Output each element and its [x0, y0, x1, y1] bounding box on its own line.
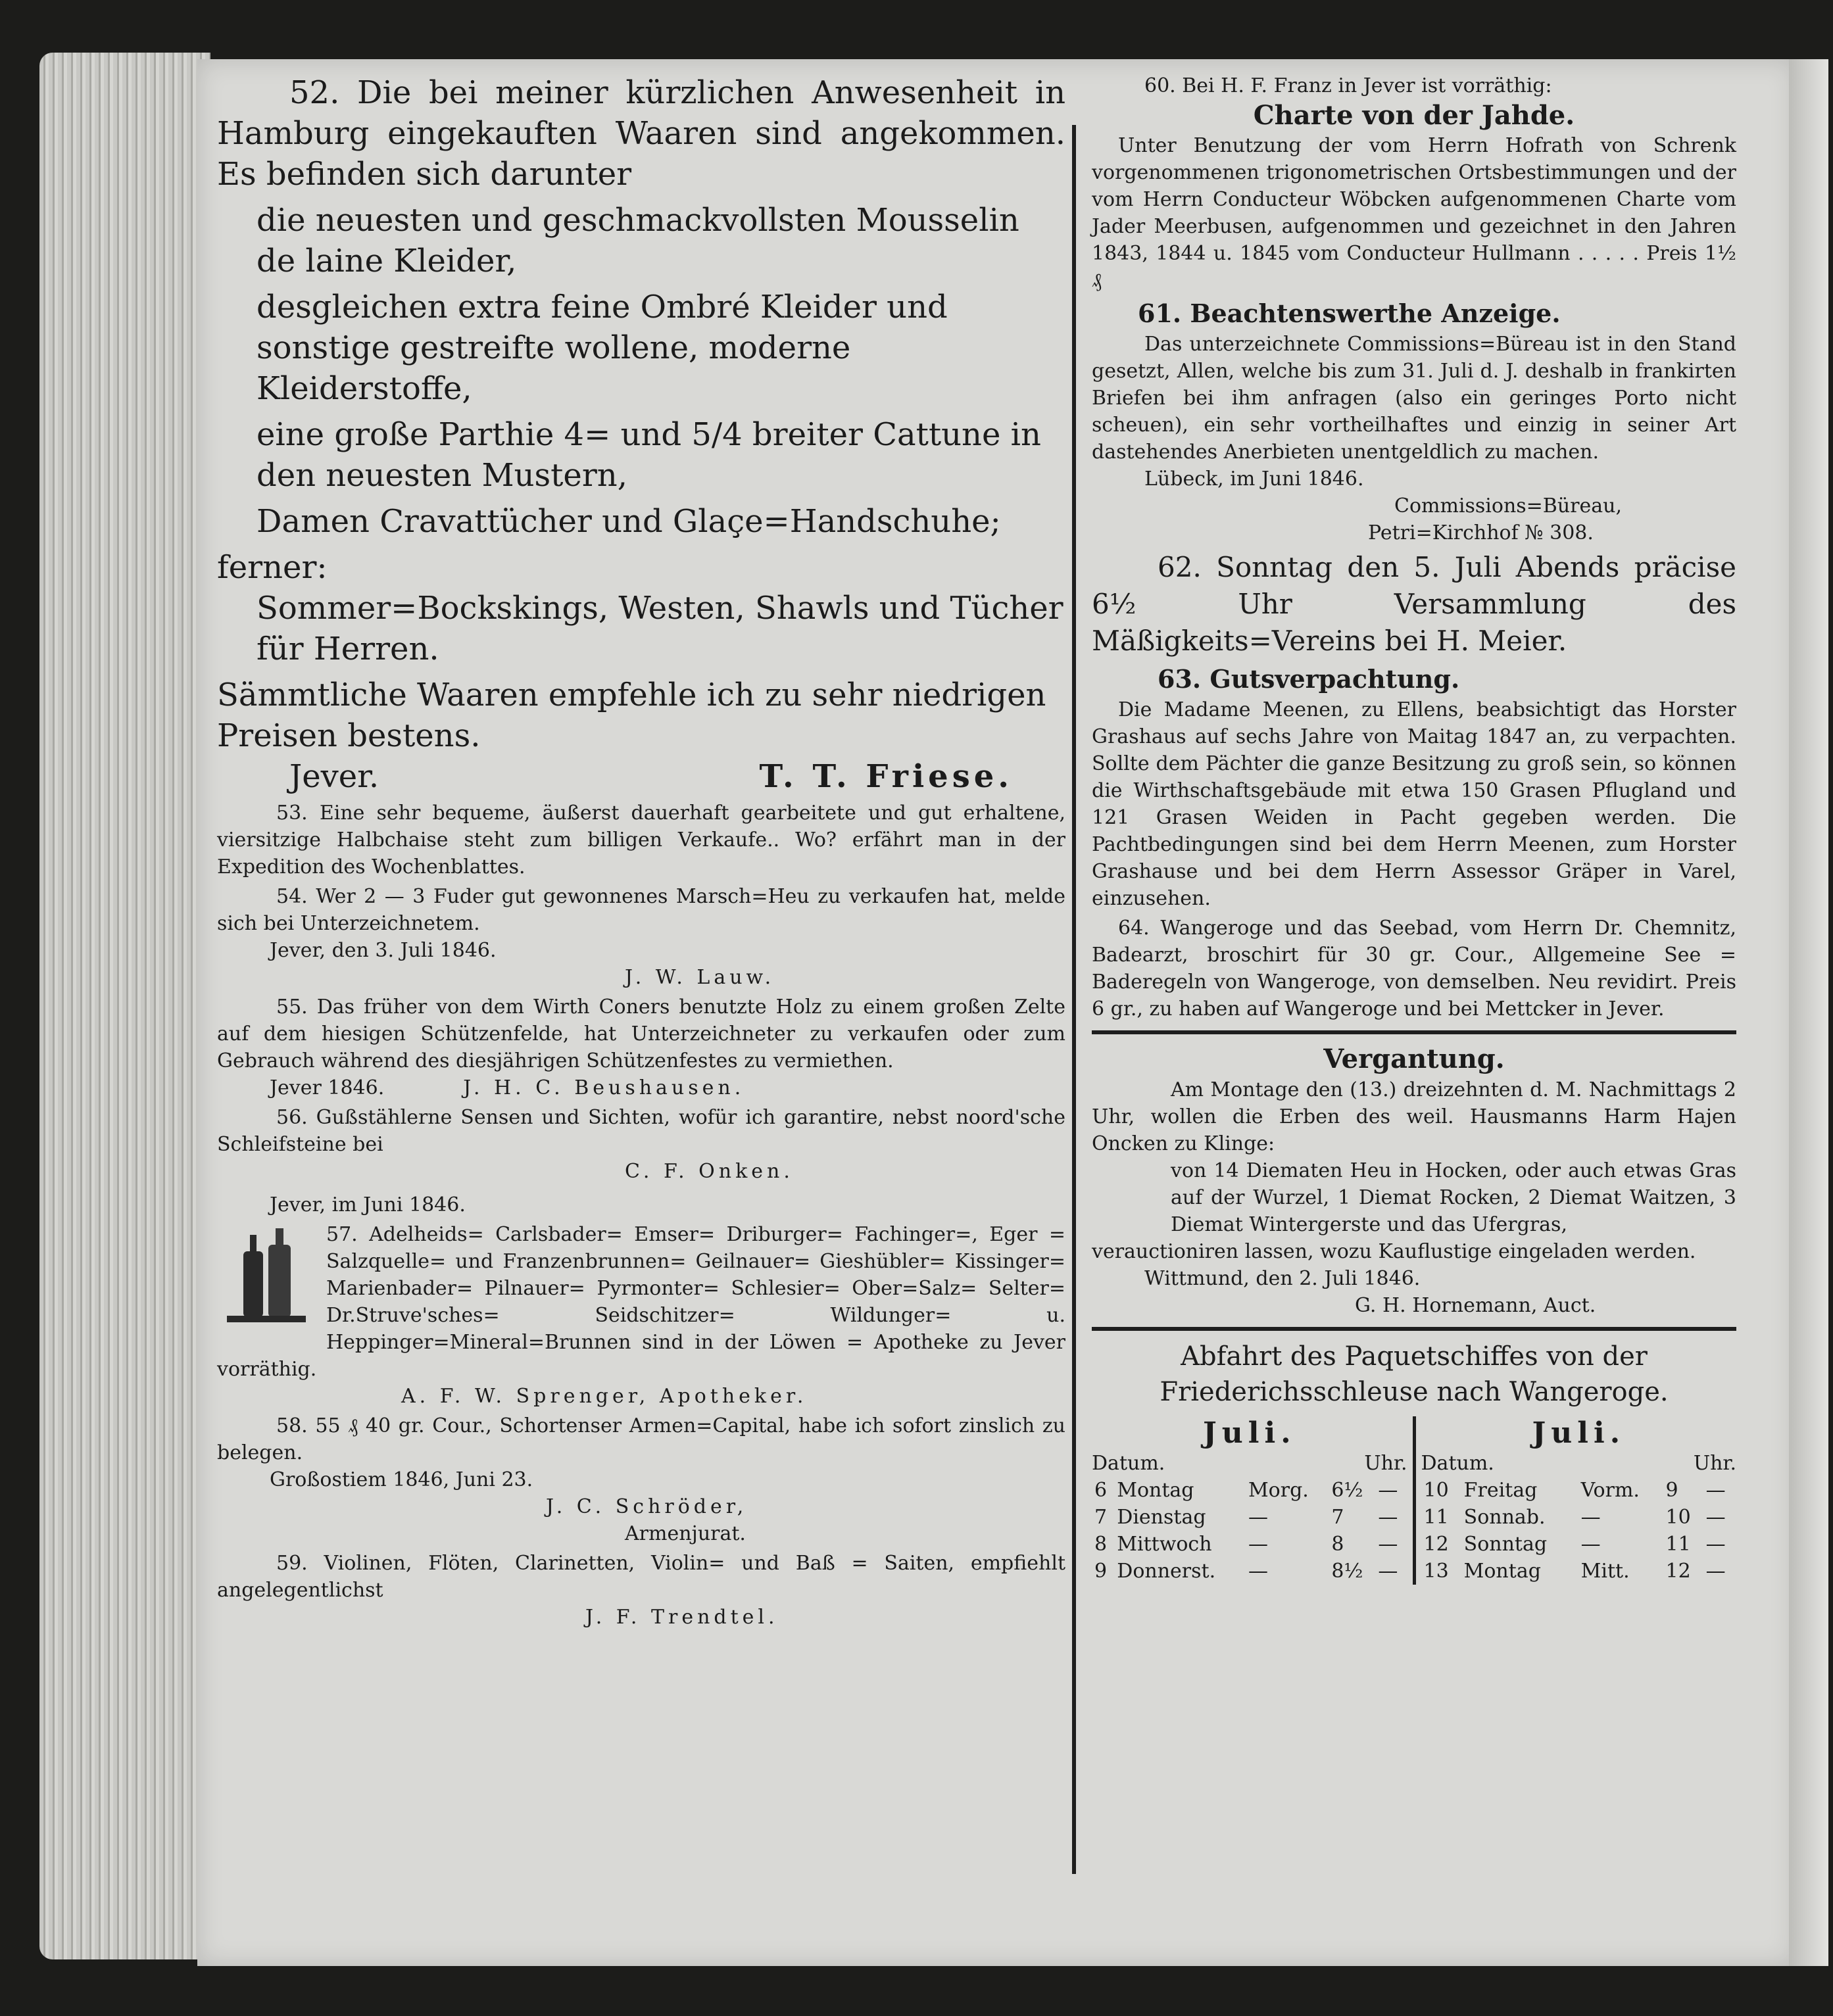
weekday: Freitag [1463, 1479, 1538, 1502]
ad-56-text: 56. Gußstählerne Sensen und Sichten, wofür ich garantire, nebst noord'sche Schleifsteine bei [217, 1106, 1065, 1156]
time: 12 [1665, 1560, 1691, 1583]
weekday: Montag [1117, 1479, 1194, 1502]
day: 7 [1094, 1506, 1108, 1529]
period: — [1248, 1560, 1268, 1583]
ad-55-signer: J. H. C. Beushausen. [463, 1076, 745, 1099]
left-column [217, 72, 1065, 1631]
table-row [1092, 1531, 1407, 1558]
weekday: Montag [1463, 1560, 1541, 1583]
ad-52-place: Jever. [289, 758, 379, 795]
time: 7 [1331, 1506, 1344, 1529]
period: — [1580, 1506, 1601, 1529]
weekday: Sonnab. [1463, 1506, 1546, 1529]
schedule-month-right: Juli. [1532, 1416, 1626, 1450]
ad-56-signer: C. F. Onken. [625, 1160, 794, 1183]
vergantung-intro: Am Montage den (13.) dreizehnten d. M. Nachmittags 2 Uhr, wollen die Erben des weil. Hausmanns Harm Hajen Oncken zu Klinge: [1092, 1078, 1736, 1155]
ad-54-text: 54. Wer 2 — 3 Fuder gut gewonnenes Marsch=Heu zu verkaufen hat, melde sich bei Unterzeichnetem. [217, 885, 1065, 935]
ad-52-item: Damen Cravattücher und Glaçe=Handschuhe; [257, 503, 1001, 540]
ad-61 [1092, 297, 1736, 546]
ad-60-lead: 60. Bei H. F. Franz in Jever ist vorräthig: [1144, 74, 1552, 97]
ad-59-signer: J. F. Trendtel. [585, 1606, 779, 1629]
period: Morg. [1248, 1479, 1309, 1502]
day: 11 [1423, 1506, 1449, 1529]
dash: — [1378, 1560, 1398, 1583]
schedule-right-table [1416, 1416, 1737, 1585]
ad-63-heading: 63. Gutsverpachtung. [1158, 664, 1460, 694]
ad-52-intro: 52. Die bei meiner kürzlichen Anwesenheit in Hamburg eingekauften Waaren sind angekommen. Es befinden sich darunter [217, 74, 1065, 193]
vergantung-notice [1092, 1042, 1736, 1319]
period: — [1248, 1506, 1268, 1529]
ad-54 [217, 883, 1065, 991]
ad-58-signer-title: Armenjurat. [625, 1522, 746, 1545]
day: 13 [1423, 1560, 1449, 1583]
time: 10 [1665, 1506, 1691, 1529]
ad-63 [1092, 662, 1736, 912]
time: 8½ [1331, 1560, 1363, 1583]
ad-58 [217, 1412, 1065, 1547]
ad-57 [217, 1221, 1065, 1410]
weekday: Donnerst. [1117, 1560, 1216, 1583]
ferry-schedule [1092, 1339, 1736, 1585]
table-row [1421, 1504, 1737, 1531]
schedule-month-left: Juli. [1202, 1416, 1296, 1450]
ad-54-signer: J. W. Lauw. [625, 966, 775, 989]
table-row [1092, 1477, 1407, 1504]
ad-52-item: eine große Parthie 4= und 5/4 breiter Cattune in den neuesten Mustern, [257, 416, 1041, 494]
schedule-rows-left [1092, 1477, 1407, 1585]
day: 8 [1094, 1533, 1108, 1556]
column-divider [1072, 125, 1076, 1874]
ad-61-date: Lübeck, im Juni 1846. [1144, 468, 1364, 491]
ad-52-item: die neuesten und geschmackvollsten Mousselin de laine Kleider, [257, 202, 1019, 279]
section-rule [1092, 1030, 1736, 1034]
period: Vorm. [1580, 1479, 1640, 1502]
time: 9 [1665, 1479, 1678, 1502]
ad-59 [217, 1550, 1065, 1631]
table-row [1092, 1504, 1407, 1531]
day: 10 [1423, 1479, 1449, 1502]
weekday: Sonntag [1463, 1533, 1548, 1556]
period: Mitt. [1580, 1560, 1630, 1583]
dash: — [1378, 1533, 1398, 1556]
section-rule [1092, 1327, 1736, 1331]
time: 8 [1331, 1533, 1344, 1556]
dash: — [1705, 1479, 1726, 1502]
ad-62-text: 62. Sonntag den 5. Juli Abends präcise 6½ Uhr Versammlung des Mäßigkeits=Vereins bei H. Meier. [1092, 551, 1736, 657]
dash: — [1705, 1533, 1726, 1556]
table-row [1421, 1558, 1737, 1585]
ad-52-ferner: ferner: [217, 549, 328, 586]
vergantung-tail: verauctioniren lassen, wozu Kauflustige eingeladen werden. [1092, 1240, 1696, 1263]
table-row [1421, 1531, 1737, 1558]
time: 6½ [1331, 1479, 1363, 1502]
ad-57-signer: A. F. W. Sprenger, Apotheker. [401, 1385, 808, 1408]
ad-55-text: 55. Das früher von dem Wirth Coners benutzte Holz zu einem großen Zelte auf dem hiesigen Schützenfelde, hat Unterzeichneter zu verkaufen oder zum Gebrauch während des diesjährigen Schützenfestes zu vermiethen. [217, 996, 1065, 1072]
ad-55 [217, 994, 1065, 1101]
dash: — [1705, 1560, 1726, 1583]
table-row [1092, 1558, 1407, 1585]
ad-64-text: 64. Wangeroge und das Seebad, vom Herrn Dr. Chemnitz, Badearzt, broschirt für 30 gr. Cour., Allgemeine See = Baderegeln von Wangeroge, von demselben. Neu revidirt. Preis 6 gr., zu haben auf Wangeroge und bei Mettcker in Jever. [1092, 917, 1736, 1020]
ad-52-closing: Sämmtliche Waaren empfehle ich zu sehr niedrigen Preisen bestens. [217, 677, 1046, 754]
ad-60 [1092, 72, 1736, 294]
ad-60-title: Charte von der Jahde. [1253, 100, 1575, 131]
schedule-col-datum: Datum. [1421, 1452, 1494, 1475]
vergantung-heading: Vergantung. [1323, 1044, 1505, 1074]
day: 6 [1094, 1479, 1108, 1502]
period: — [1580, 1533, 1601, 1556]
book-page-edges [39, 53, 210, 1959]
right-column [1092, 72, 1736, 1585]
day: 9 [1094, 1560, 1108, 1583]
dash: — [1378, 1506, 1398, 1529]
schedule-heading: Abfahrt des Paquetschiffes von der Friederichsschleuse nach Wangeroge. [1160, 1341, 1669, 1407]
ad-52-signer: T. T. Friese. [759, 758, 1013, 795]
ad-57-text: 57. Adelheids= Carlsbader= Emser= Driburger= Fachinger=, Eger = Salzquelle= und Franzenbrunnen= Geilnauer= Gieshübler= Kissinger= Marienbader= Pilnauer= Pyrmonter= Schlesier= Ober=Salz= Selter= Dr.Struve'sches= Seidschitzer= Wildunger= u. Heppinger=Mineral=Brunnen sind in der Löwen = Apotheke zu Jever vorräthig. [217, 1223, 1065, 1381]
ad-52-item-more: Sommer=Bockskings, Westen, Shawls und Tücher für Herren. [257, 590, 1063, 667]
day: 12 [1423, 1533, 1449, 1556]
facing-page-edge [1789, 59, 1828, 1966]
ad-58-date: Großostiem 1846, Juni 23. [270, 1468, 533, 1491]
ad-61-heading: 61. Beachtenswerthe Anzeige. [1138, 299, 1561, 328]
ad-61-signer-1: Commissions=Büreau, [1394, 494, 1623, 517]
ad-64 [1092, 915, 1736, 1022]
ad-56-date: Jever, im Juni 1846. [270, 1193, 466, 1216]
vergantung-date: Wittmund, den 2. Juli 1846. [1144, 1267, 1421, 1290]
vergantung-signer: G. H. Hornemann, Auct. [1355, 1294, 1596, 1317]
ad-54-date: Jever, den 3. Juli 1846. [270, 939, 497, 962]
ad-61-text: Das unterzeichnete Commissions=Büreau ist in den Stand gesetzt, Allen, welche bis zum 31. Juli d. J. deshalb in frankirten Briefen bei ihm anfragen (also ein geringes Porto nicht scheuen), ein sehr vortheilhaftes und einzig in seiner Art dastehendes Anerbieten unentgeldlich zu machen. [1092, 333, 1736, 464]
ad-63-text: Die Madame Meenen, zu Ellens, beabsichtigt das Horster Grashaus auf sechs Jahre von Maitag 1847 an, zu verpachten. Sollte dem Pächter die ganze Besitzung zu groß sein, so können die Wirthschaftsgebäude mit etwa 150 Grasen Pflugland und 121 Grasen Weiden in Pacht gegeben werden. Die Pachtbedingungen sind bei dem Herrn Meenen, zum Horster Grashause und bei dem Herrn Assessor Gräper in Varel, einzusehen. [1092, 698, 1736, 910]
schedule-col-uhr: Uhr. [1364, 1452, 1407, 1475]
vergantung-items: von 14 Diematen Heu in Hocken, oder auch etwas Gras auf der Wurzel, 1 Diemat Rocken, 2 Diemat Waitzen, 3 Diemat Wintergerste und das Ufergras, [1171, 1159, 1736, 1236]
ad-53-text: 53. Eine sehr bequeme, äußerst dauerhaft gearbeitete und gut erhaltene, viersitzige Halbchaise steht zum billigen Verkaufe.. Wo? erfährt man in der Expedition des Wochenblattes. [217, 802, 1065, 878]
dash: — [1378, 1479, 1398, 1502]
ad-53 [217, 800, 1065, 880]
ad-61-signer-2: Petri=Kirchhof № 308. [1368, 521, 1594, 544]
schedule-left-table [1092, 1416, 1416, 1585]
ad-52-item: desgleichen extra feine Ombré Kleider und sonstige gestreifte wollene, moderne Kleiderstoffe, [257, 289, 948, 407]
ad-62 [1092, 549, 1736, 660]
schedule-rows-right [1421, 1477, 1737, 1585]
ad-55-date: Jever 1846. [270, 1076, 385, 1099]
ad-59-text: 59. Violinen, Flöten, Clarinetten, Violin= und Baß = Saiten, empfiehlt angelegentlichst [217, 1552, 1065, 1602]
ad-52 [217, 72, 1065, 797]
time: 11 [1665, 1533, 1691, 1556]
dash: — [1705, 1506, 1726, 1529]
weekday: Mittwoch [1117, 1533, 1212, 1556]
weekday: Dienstag [1117, 1506, 1206, 1529]
mineral-water-bottles-icon [217, 1225, 316, 1330]
table-row [1421, 1477, 1737, 1504]
ad-58-text: 58. 55 ₰ 40 gr. Cour., Schortenser Armen=Capital, habe ich sofort zinslich zu belegen. [217, 1414, 1065, 1464]
ad-58-signer: J. C. Schröder, [546, 1495, 748, 1518]
ad-60-text: Unter Benutzung der vom Herrn Hofrath von Schrenk vorgenommenen trigonometrischen Ortsbestimmungen und der vom Herrn Conducteur Wöbcken aufgenommenen Charte vom Jader Meerbusen, aufgenommen und gezeichnet in den Jahren 1843, 1844 u. 1845 vom Conducteur Hullmann . . . . . Preis 1½ ₰ [1092, 134, 1736, 292]
schedule-col-uhr: Uhr. [1693, 1452, 1736, 1475]
schedule-col-datum: Datum. [1092, 1452, 1165, 1475]
period: — [1248, 1533, 1268, 1556]
ad-56 [217, 1104, 1065, 1218]
